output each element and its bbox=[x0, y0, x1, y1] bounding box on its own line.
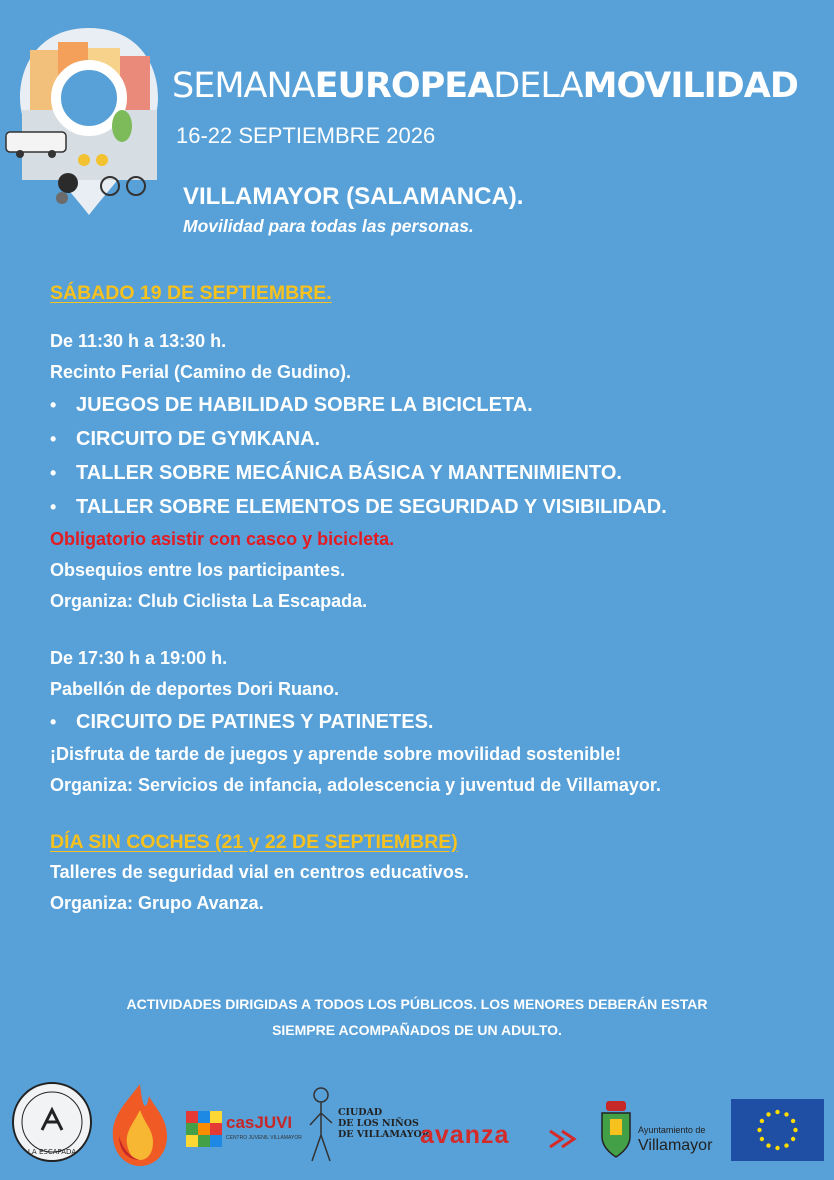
ayuntamiento-label: Ayuntamiento de bbox=[638, 1125, 706, 1135]
escapada-logo-text: LA ESCAPADA bbox=[27, 1148, 77, 1156]
ciudad-ninos-line: CIUDAD bbox=[338, 1107, 383, 1118]
casjuvi-logo: casJUVI bbox=[226, 1113, 293, 1132]
carfree-text: Talleres de seguridad vial en centros educativos. bbox=[50, 862, 469, 882]
location-pin-illustration bbox=[2, 20, 177, 220]
program bbox=[50, 278, 810, 919]
audience-note-line: ACTIVIDADES DIRIGIDAS A TODOS LOS PÚBLICOS. LOS MENORES DEBERÁN ESTAR bbox=[126, 996, 708, 1012]
cube-icon bbox=[185, 1110, 223, 1148]
ciudad-ninos-logo bbox=[338, 1107, 430, 1140]
event-title-part: EUROPEA bbox=[314, 66, 494, 106]
afternoon-organizer: Organiza: Servicios de infancia, adolescencia y juventud de Villamayor. bbox=[50, 775, 661, 795]
activity-item: • CIRCUITO DE GYMKANA. bbox=[50, 422, 810, 456]
event-title-part: DELA bbox=[493, 66, 583, 106]
avanza-logo: avanza bbox=[420, 1121, 510, 1149]
event-dates: 16-22 SEPTIEMBRE 2026 bbox=[176, 123, 436, 148]
event-title-part: MOVILIDAD bbox=[582, 66, 798, 106]
afternoon-time: De 17:30 h a 19:00 h. bbox=[50, 648, 228, 668]
ciudad-ninos-line: DE VILLAMAYOR bbox=[338, 1129, 430, 1140]
ciudad-ninos-line: DE LOS NIÑOS bbox=[338, 1118, 419, 1129]
event-tagline: Movilidad para todas las personas. bbox=[183, 216, 474, 236]
escapada-logo bbox=[10, 1080, 94, 1164]
ayuntamiento-name: Villamayor bbox=[638, 1137, 713, 1154]
saturday-heading: SÁBADO 19 DE SEPTIEMBRE. bbox=[50, 282, 332, 304]
audience-note-line: SIEMPRE ACOMPAÑADOS DE UN ADULTO. bbox=[272, 1022, 562, 1038]
activity-item: • JUEGOS DE HABILIDAD SOBRE LA BICICLETA. bbox=[50, 388, 810, 422]
afternoon-invite: ¡Disfruta de tarde de juegos y aprende sobre movilidad sostenible! bbox=[50, 744, 622, 764]
child-figure-icon bbox=[306, 1085, 336, 1165]
morning-venue: Recinto Ferial (Camino de Gudino). bbox=[50, 362, 352, 382]
gifts-note: Obsequios entre los participantes. bbox=[50, 560, 346, 580]
activity-item: • TALLER SOBRE MECÁNICA BÁSICA Y MANTENIMIENTO. bbox=[50, 456, 810, 490]
audience-note bbox=[60, 991, 774, 1043]
eu-flag-icon bbox=[731, 1099, 824, 1161]
activity-item: • CIRCUITO DE PATINES Y PATINETES. bbox=[50, 705, 810, 739]
morning-time: De 11:30 h a 13:30 h. bbox=[50, 331, 227, 351]
event-title bbox=[172, 66, 798, 106]
coat-of-arms-icon bbox=[598, 1099, 634, 1159]
activity-item: • TALLER SOBRE ELEMENTOS DE SEGURIDAD Y VISIBILIDAD. bbox=[50, 490, 810, 524]
carfree-organizer: Organiza: Grupo Avanza. bbox=[50, 893, 264, 913]
sponsor-logos bbox=[0, 1075, 834, 1175]
morning-organizer: Organiza: Club Ciclista La Escapada. bbox=[50, 591, 368, 611]
event-place: VILLAMAYOR (SALAMANCA). bbox=[183, 183, 524, 210]
carfree-heading: DÍA SIN COCHES (21 y 22 DE SEPTIEMBRE) bbox=[50, 831, 458, 853]
flame-logo bbox=[105, 1080, 175, 1168]
chevron-right-icon bbox=[548, 1129, 578, 1149]
event-title-part: SEMANA bbox=[172, 66, 315, 106]
requirement-notice: Obligatorio asistir con casco y bicicleta. bbox=[50, 529, 395, 549]
afternoon-venue: Pabellón de deportes Dori Ruano. bbox=[50, 679, 340, 699]
casjuvi-subtitle: CENTRO JUVENIL VILLAMAYOR bbox=[226, 1135, 302, 1141]
